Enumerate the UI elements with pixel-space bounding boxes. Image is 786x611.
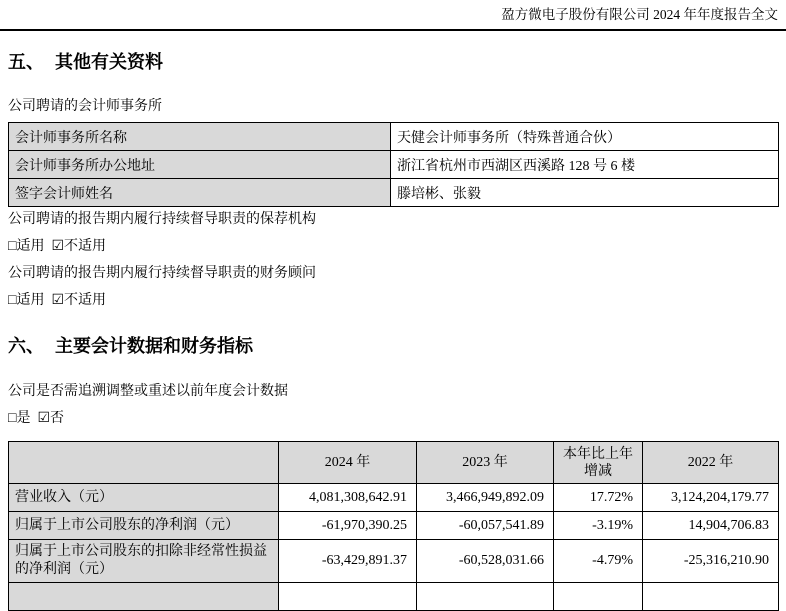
financial-indicators-table: [8, 441, 779, 611]
row-value: 17.72%: [554, 484, 643, 512]
column-header: 2022 年: [643, 442, 779, 484]
row-value: 3,124,204,179.77: [643, 484, 779, 512]
accountant-table-body: [9, 123, 779, 207]
restate-question: 公司是否需追溯调整或重述以前年度会计数据: [8, 384, 288, 399]
column-header: 2024 年: [279, 442, 417, 484]
accountant-intro: 公司聘请的会计师事务所: [8, 99, 162, 114]
row-label: 归属于上市公司股东的净利润（元）: [9, 512, 279, 540]
row-label: 归属于上市公司股东的扣除非经常性损益的净利润（元）: [9, 540, 279, 583]
row-value: -61,970,390.25: [279, 512, 417, 540]
section6-heading-text: 主要会计数据和财务指标: [55, 336, 253, 356]
sponsor-question: 公司聘请的报告期内履行持续督导职责的保荐机构: [8, 212, 316, 227]
checkbox-checked-not-applicable: ☑不适用: [51, 239, 107, 254]
row-label: 会计师事务所办公地址: [9, 151, 391, 179]
checkbox-checked-no: ☑否: [37, 411, 65, 426]
financial-table-body: [9, 484, 779, 611]
row-value: -4.79%: [554, 540, 643, 583]
table-row: [9, 512, 779, 540]
row-value: -60,528,031.66: [417, 540, 554, 583]
section5-number: 五、: [8, 52, 44, 72]
row-value: 14,904,706.83: [643, 512, 779, 540]
column-header: 本年比上年增减: [554, 442, 643, 484]
section5-title: [8, 51, 778, 73]
header-rule: [0, 29, 786, 31]
doc-header-title: 盈方微电子股份有限公司 2024 年年度报告全文: [501, 7, 778, 22]
row-value: -63,429,891.37: [279, 540, 417, 583]
restate-answer: [8, 411, 778, 427]
checkbox-unchecked-applicable: □适用: [8, 293, 45, 308]
row-value: -60,057,541.89: [417, 512, 554, 540]
section5-heading-text: 其他有关资料: [55, 52, 163, 72]
table-row: [9, 484, 779, 512]
table-row: [9, 123, 779, 151]
sponsor-answer: [8, 239, 778, 255]
row-label: 会计师事务所名称: [9, 123, 391, 151]
checkbox-unchecked-applicable: □适用: [8, 239, 45, 254]
row-value: 4,081,308,642.91: [279, 484, 417, 512]
financial-table-head-row: [9, 442, 779, 484]
row-value: -25,316,210.90: [643, 540, 779, 583]
advisor-answer: [8, 293, 778, 309]
advisor-question: 公司聘请的报告期内履行持续督导职责的财务顾问: [8, 266, 316, 281]
table-row-clipped: [9, 583, 779, 611]
accountant-table: [8, 122, 779, 207]
section6-title: [8, 335, 778, 357]
row-value: 滕培彬、张毅: [391, 179, 779, 207]
row-label: 营业收入（元）: [9, 484, 279, 512]
column-header-empty: [9, 442, 279, 484]
row-value: 3,466,949,892.09: [417, 484, 554, 512]
row-value: 浙江省杭州市西湖区西溪路 128 号 6 楼: [391, 151, 779, 179]
column-header: 2023 年: [417, 442, 554, 484]
section6-number: 六、: [8, 336, 44, 356]
table-row: [9, 151, 779, 179]
report-content: [0, 51, 786, 611]
checkbox-unchecked-yes: □是: [8, 411, 31, 426]
checkbox-checked-not-applicable: ☑不适用: [51, 293, 107, 308]
row-label: 签字会计师姓名: [9, 179, 391, 207]
row-value: 天健会计师事务所（特殊普通合伙）: [391, 123, 779, 151]
table-row: [9, 179, 779, 207]
row-value: -3.19%: [554, 512, 643, 540]
table-row: [9, 540, 779, 583]
